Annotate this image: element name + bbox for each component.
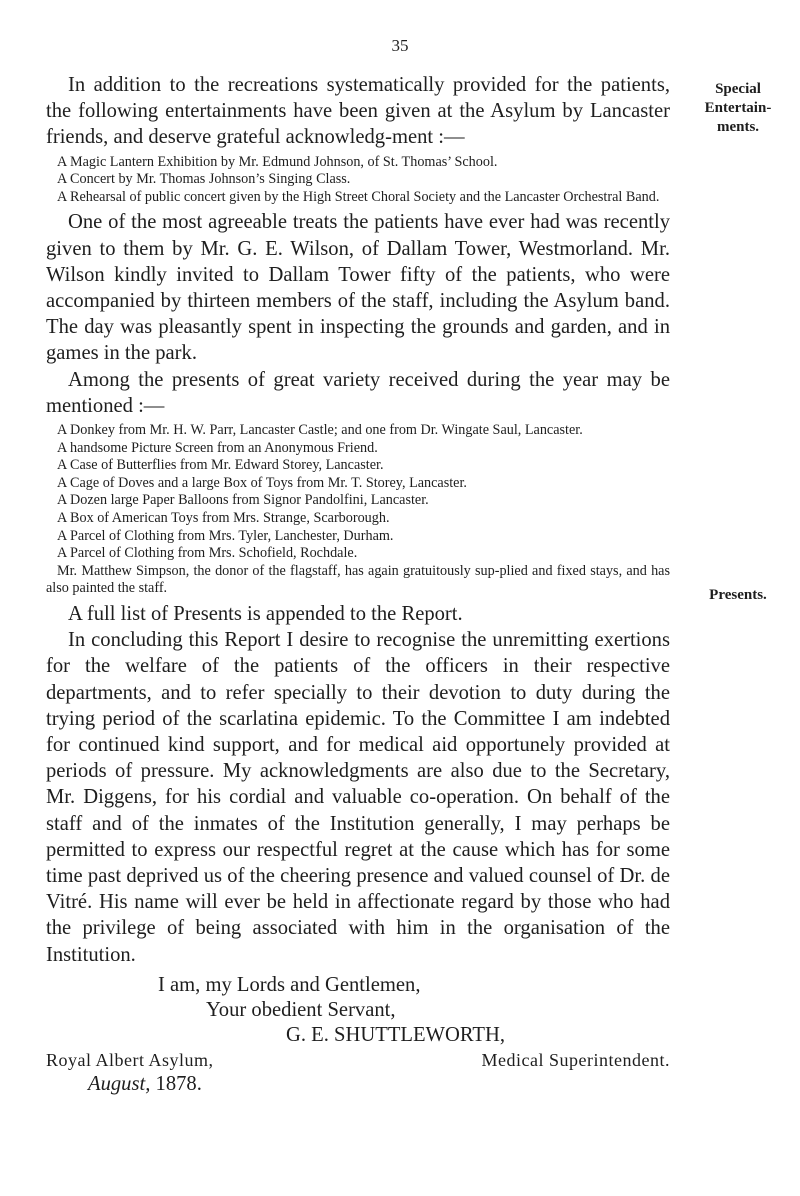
date-year: 1878.	[155, 1072, 202, 1095]
margin-note-special-entertainments	[688, 80, 788, 137]
salutation-line: I am, my Lords and Gentlemen,	[158, 973, 421, 996]
list-item: A Cage of Doves and a large Box of Toys from Mr. T. Storey, Lancaster.	[57, 474, 467, 491]
dallam-tower-paragraph: One of the most agreeable treats the patients have ever had was recently given to them by Mr. G. E. Wilson, of Dallam Tower, Westmorland. Mr. Wilson kindly invited to Dallam Tower fifty of the patients, who were accompanied by thirteen members of the staff, including the Asylum band. The day was pleasantly spent in inspecting the grounds and garden, and in games in the park.	[46, 211, 670, 365]
presents-list	[46, 422, 670, 598]
list-item: A Parcel of Clothing from Mrs. Tyler, Lanchester, Durham.	[57, 527, 394, 544]
intro-paragraph: In addition to the recreations systematically provided for the patients, the following entertainments have been given at the Asylum by Lancaster friends, and deserve grateful acknowledg-ment :—	[46, 74, 670, 149]
signature-row	[46, 1048, 670, 1072]
page-number: 35	[391, 36, 409, 55]
margin-note-line: ments.	[716, 119, 760, 135]
closing-block	[46, 973, 670, 1048]
list-item: A Donkey from Mr. H. W. Parr, Lancaster Castle; and one from Dr. Wingate Saul, Lancaster.	[57, 422, 583, 439]
list-item: A Concert by Mr. Thomas Johnson’s Singing Class.	[57, 171, 351, 188]
date-month: August,	[88, 1072, 151, 1095]
date-line	[46, 1072, 670, 1096]
list-item: A Box of American Toys from Mrs. Strange, Scarborough.	[57, 509, 390, 526]
full-list-note: A full list of Presents is appended to the Report.	[68, 602, 463, 625]
signature-name: G. E. SHUTTLEWORTH,	[286, 1023, 505, 1046]
presents-intro-paragraph: Among the presents of great variety received during the year may be mentioned :—	[46, 368, 670, 417]
list-item: A Case of Butterflies from Mr. Edward Storey, Lancaster.	[57, 457, 384, 474]
list-item: A Magic Lantern Exhibition by Mr. Edmund Johnson, of St. Thomas’ School.	[57, 153, 498, 170]
list-item: A handsome Picture Screen from an Anonymous Friend.	[57, 439, 378, 456]
entertainments-list	[46, 154, 670, 207]
flagstaff-note: Mr. Matthew Simpson, the donor of the flagstaff, has again gratuitously sup-plied and fixed stays, and has also painted the staff.	[46, 562, 670, 597]
margin-note-line: Special	[715, 81, 761, 97]
signer-title: Medical Superintendent.	[481, 1049, 670, 1070]
main-text	[46, 72, 670, 1096]
servant-line: Your obedient Servant,	[206, 998, 396, 1021]
margin-note-line: Entertain-	[704, 100, 772, 116]
margin-note-presents: Presents.	[709, 587, 767, 603]
list-item: A Rehearsal of public concert given by the High Street Choral Society and the Lancaster Orchestral Band.	[57, 188, 660, 205]
list-item: A Parcel of Clothing from Mrs. Schofield, Rochdale.	[57, 545, 358, 562]
list-item: A Dozen large Paper Balloons from Signor Pandolfini, Lancaster.	[57, 492, 429, 509]
institution-name: Royal Albert Asylum,	[46, 1049, 214, 1070]
concluding-paragraph: In concluding this Report I desire to recognise the unremitting exertions for the welfare of the patients of the officers in their respective departments, and to refer specially to their devotion to duty during the trying period of the scarlatina epidemic. To the Committee I am indebted for continued kind support, and for medical aid opportunely provided at periods of pressure. My acknowledgments are also due to the Secretary, Mr. Diggens, for his cordial and valuable co-operation. On behalf of the staff and of the inmates of the Institution generally, I may perhaps be permitted to express our respectful regret at the cause which has for some time past deprived us of the cheering presence and valued counsel of Dr. de Vitré. His name will ever be held in affectionate regard by those who had the privilege of being associated with him in the organisation of the Institution.	[46, 629, 670, 966]
